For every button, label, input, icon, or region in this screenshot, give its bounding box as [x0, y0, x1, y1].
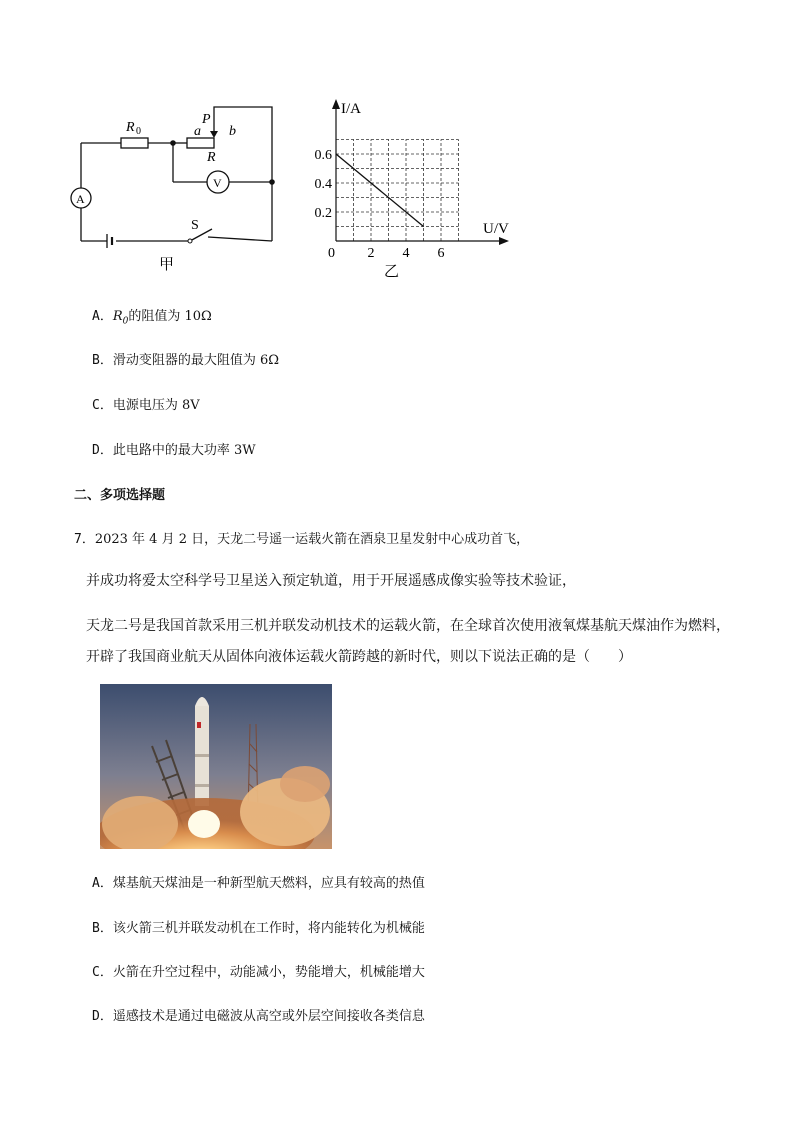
x-axis-label: U/V: [483, 221, 509, 237]
q6-option-d: [92, 439, 256, 458]
option-letter: C．: [92, 398, 113, 413]
q7-text-1: 2023 年 4 月 2 日，天龙二号遥一运载火箭在酒泉卫星发射中心成功首飞，: [94, 532, 530, 547]
option-letter: D．: [92, 1009, 113, 1024]
option-text: 遥感技术是通过电磁波从高空或外层空间接收各类信息: [112, 1009, 425, 1024]
x-tick-label: 6: [437, 246, 445, 261]
option-letter: A．: [92, 876, 113, 891]
option-letter: A．: [92, 309, 113, 324]
origin-label: 0: [328, 246, 335, 261]
option-symbol: R: [112, 309, 123, 324]
x-tick-label: 4: [402, 246, 410, 261]
label-r: R: [207, 150, 216, 165]
slider-arrow: [210, 131, 218, 138]
label-r0-sub: 0: [136, 126, 141, 137]
q7-option-c: [92, 961, 425, 980]
x-axis-arrow: [499, 237, 509, 245]
question-number: 7．: [74, 532, 95, 547]
label-a: a: [194, 124, 201, 139]
data-line: [336, 154, 424, 227]
rocket-launch-photo: [100, 684, 332, 849]
resistor-r0: [121, 138, 148, 148]
rheostat-r: [187, 138, 214, 148]
voltmeter-label: V: [213, 176, 222, 190]
q6-option-a: [92, 305, 212, 327]
label-r0: R: [126, 120, 135, 135]
figure-yi-caption: 乙: [384, 264, 400, 280]
x-tick-label: 2: [367, 246, 375, 261]
option-text: 电源电压为 8V: [112, 398, 200, 413]
option-text: 该火箭三机并联发动机在工作时，将内能转化为机械能: [112, 921, 425, 936]
y-tick-label: 0.6: [314, 148, 332, 163]
y-tick-label: 0.4: [314, 177, 332, 192]
circuit-diagram: [60, 95, 290, 280]
q7-option-b: [92, 917, 425, 936]
section-title: 二、多项选择题: [74, 488, 166, 503]
option-text: 火箭在升空过程中，动能减小，势能增大，机械能增大: [112, 965, 425, 980]
option-text: 此电路中的最大功率 3W: [112, 443, 256, 458]
q6-option-c: [92, 394, 200, 413]
q7-option-d: [92, 1005, 425, 1024]
q7-line-3: 天龙二号是我国首款采用三机并联发动机技术的运载火箭，在全球首次使用液氧煤基航天煤油作为燃料，: [86, 618, 730, 634]
label-p: P: [202, 112, 211, 127]
option-text: 煤基航天煤油是一种新型航天燃料，应具有较高的热值: [112, 876, 425, 891]
option-letter: B．: [92, 353, 113, 368]
q6-option-b: [92, 349, 279, 368]
switch-label: S: [191, 218, 199, 233]
option-text: 的阻值为 10Ω: [128, 309, 212, 324]
y-axis-label: I/A: [341, 101, 361, 117]
y-tick-label: 0.2: [314, 206, 332, 221]
label-b: b: [229, 124, 236, 139]
q7-option-a: [92, 872, 425, 891]
q7-line-4: 开辟了我国商业航天从固体向液体运载火箭跨越的新时代，则以下说法正确的是（ ）: [86, 649, 632, 665]
graph-grid: [336, 140, 459, 242]
option-text: 滑动变阻器的最大阻值为 6Ω: [112, 353, 280, 368]
y-axis-arrow: [332, 99, 340, 109]
option-symbol-sub: 0: [122, 316, 129, 327]
ammeter-label: A: [76, 192, 85, 206]
q7-line-2: 并成功将爱太空科学号卫星送入预定轨道，用于开展遥感成像实验等技术验证，: [86, 573, 576, 589]
option-letter: D．: [92, 443, 113, 458]
q7-line-1: [74, 528, 529, 547]
option-letter: C．: [92, 965, 113, 980]
figure-jia-caption: 甲: [159, 257, 175, 273]
option-letter: B．: [92, 921, 113, 936]
iu-graph: [305, 95, 520, 285]
